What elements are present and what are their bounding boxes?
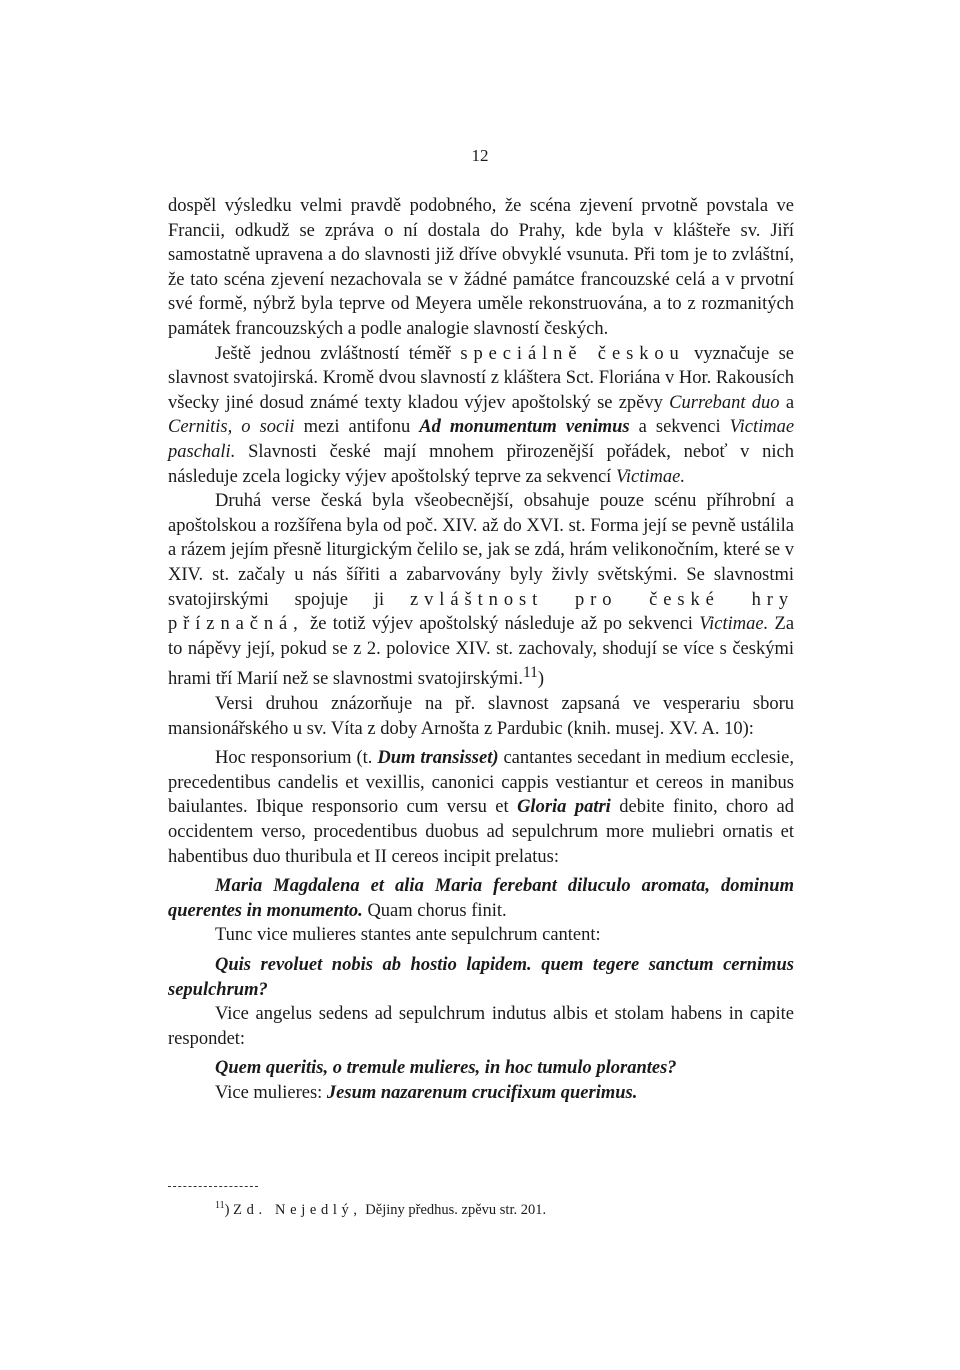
- paragraph-4: Versi druhou znázorňuje na př. slavnost zapsaná ve vesperariu sboru mansionářského u sv. Víta z doby Arnošta z Pardubic (knih. musej. XV. A. 10):: [168, 694, 794, 739]
- p5-d: Gloria patri: [517, 797, 611, 818]
- footnote-author: Zd. Nejedlý,: [233, 1201, 362, 1218]
- footnote-text: Dějiny předhus. zpěvu str. 201.: [365, 1201, 547, 1218]
- p2-spaced: speciálně českou: [460, 343, 685, 364]
- paragraph-6: [168, 874, 794, 923]
- footnote-ref: 11: [523, 664, 538, 682]
- p3-d: Victimae.: [699, 614, 769, 635]
- p2-e: a: [785, 392, 795, 413]
- p2-i: a sekvenci: [638, 417, 721, 438]
- p5-b: Dum transisset): [377, 748, 499, 769]
- p11-a: Vice mulieres:: [215, 1082, 323, 1103]
- footnote-number: 11: [215, 1200, 225, 1211]
- p11-b: Jesum nazarenum crucifixum querimus.: [326, 1082, 638, 1103]
- p2-h: Ad monumentum venimus: [419, 417, 630, 438]
- p2-l: Victimae.: [615, 466, 685, 487]
- footnote-divider: [168, 1186, 258, 1187]
- body-text: [168, 194, 794, 1106]
- p3-e: Za to nápěvy její, pokud se z 2. polovice XIV. st. zachovaly, shodují se více s českými hrami tří Marií než se slavnostmi svatojirskými.: [168, 614, 795, 690]
- paragraph-5: [168, 746, 794, 869]
- p2-d: Currebant duo: [669, 392, 780, 413]
- p2-a: Ještě jednou zvláštností téměř: [215, 343, 451, 364]
- p5-a: Hoc responsorium (t.: [215, 748, 373, 769]
- p3-g: ): [537, 669, 545, 690]
- page-number: 12: [471, 146, 489, 165]
- p2-g: mezi antifonu: [303, 417, 411, 438]
- p2-c: vyznačuje se slavnost svatojirská. Kromě dvou slavností z kláštera Sct. Floriána v Hor. Rakousích všecky jiné dosud známé texty kladou výjev apoštolský se zpěvy: [168, 343, 795, 413]
- p5-e: debite finito, choro ad occidentem verso, procedentibus duobus ad sepulchrum more muliebri ornatis et habentibus duo thuribula et II cereos incipit prelatus:: [168, 797, 795, 867]
- p5-c: cantantes secedant in medium ecclesie, precedentibus candelis et vexillis, canonici cappis vestiantur et cereos in manibus baiulantes. Ibique responsorio cum versu et: [168, 748, 795, 818]
- paragraph-1: dospěl výsledku velmi pravdě podobného, že scéna zjevení prvotně povstala ve Francii, odkudž se zpráva o ní dostala do Prahy, kde byla v klášteře sv. Jiří samostatně upravena a do slavnosti již dříve obvyklé vsunuta. Při tom je to zvláštní, že tato scéna zjevení nezachovala se v žádné památce francouzské celá a v prvotní své formě, nýbrž byla teprve od Meyera uměle rekonstruována, a to z rozmanitých památek francouzských a podle analogie slavností českých.: [168, 196, 794, 339]
- footnote: [215, 1196, 546, 1220]
- p6-a: Maria Magdalena et alia Maria ferebant diluculo aromata, dominum querentes in monumento.: [168, 876, 794, 921]
- p2-k: Slavnosti české mají mnohem přirozenější pořádek, neboť v nich následuje zcela logicky výjev apoštolský teprve za sekvencí: [168, 441, 794, 487]
- paragraph-3: [168, 489, 794, 692]
- footnote-paren: ): [224, 1201, 230, 1218]
- p6-b: Quam chorus finit.: [367, 900, 507, 921]
- paragraph-11: [168, 1081, 794, 1106]
- p3-spaced: zvláštnost pro české hry příznačná,: [168, 589, 794, 635]
- paragraph-9: Vice angelus sedens ad sepulchrum indutus albis et stolam habens in capite respondet:: [168, 1004, 794, 1049]
- p3-c: že totiž výjev apoštolský následuje až po sekvenci: [310, 614, 693, 635]
- p3-a: Druhá verse česká byla všeobecnější, obsahuje pouze scénu příhrobní a apoštolskou a rozšířena byla od poč. XIV. až do XVI. st. Forma její se pevně ustálila a rázem jejím přesně liturgickým čelilo se, jak se zdá, hrám velikonočním, které se v XIV. st. začaly u nás šířiti a zabarvovány byly živly světskými. Se slavnostmi svatojirskými spojuje ji: [168, 491, 794, 610]
- p2-j: Victimae paschali.: [168, 417, 795, 462]
- p2-f: Cernitis, o socii: [168, 417, 295, 438]
- paragraph-10: Quem queritis, o tremule mulieres, in hoc tumulo plorantes?: [215, 1058, 677, 1079]
- paragraph-7: Tunc vice mulieres stantes ante sepulchrum cantent:: [215, 925, 601, 946]
- paragraph-2: [168, 342, 794, 490]
- paragraph-8: Quis revoluet nobis ab hostio lapidem. quem tegere sanctum cernimus sepulchrum?: [168, 954, 794, 1000]
